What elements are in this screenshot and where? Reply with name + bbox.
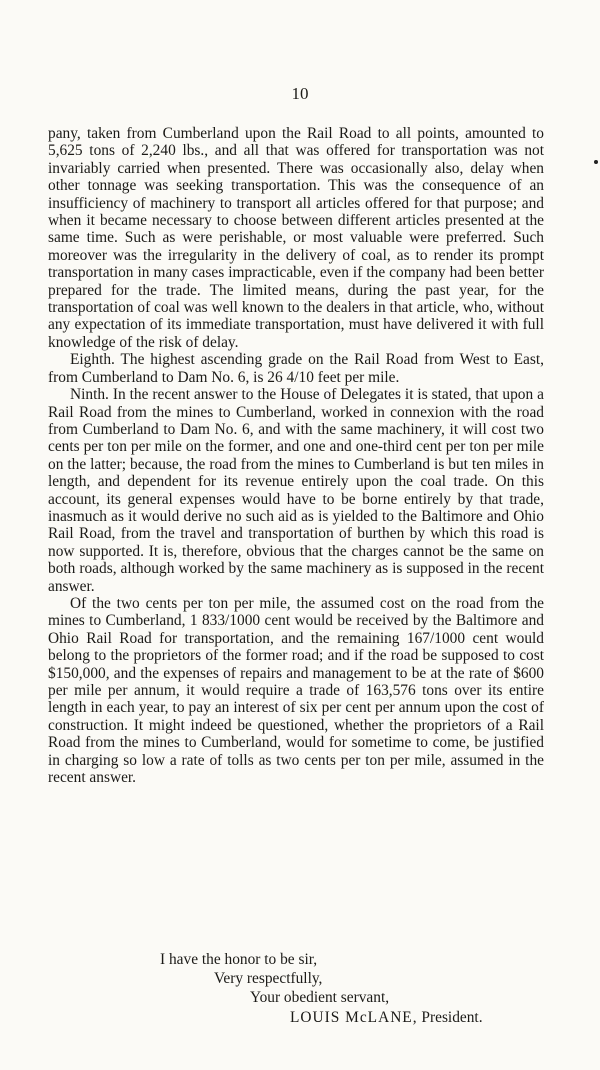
paragraph-cost-analysis: Of the two cents per ton per mile, the assumed cost on the road from the mines to Cumberland, 1 833/1000 cent would be received by the Baltimore and Ohio Rail Road for transportation, and the remaining 167/1000 cent would belong to the proprietors of the former road; and if the road be supposed to cost $150,000, and the expenses of repairs and management to be at the rate of $600 per mile per annum, it would require a trade of 163,576 tons over its entire length in each year, to pay an interest of six per cent per annum upon the cost of construction. It might indeed be questioned, whether the proprietors of a Rail Road from the mines to Cumberland, would for sometime to come, be justified in charging so low a rate of tolls as two cents per ton per mile, assumed in the recent answer.: [48, 594, 544, 787]
signature: [290, 1008, 483, 1027]
page-number: 10: [291, 84, 309, 103]
ink-mark: [594, 160, 598, 164]
paragraph-ninth: Ninth. In the recent answer to the House of Delegates it is stated, that upon a Rail Road from the mines to Cumberland, worked in connexion with the road from Cumberland to Dam No. 6, and with the same machinery, it will cost two cents per ton per mile on the former, and one and one-third cent per ton per mile on the latter; because, the road from the mines to Cumberland is but ten miles in length, and dependent for its revenue entirely upon the coal trade. On this account, its general expenses would have to be borne entirely by that trade, inasmuch as it would derive no such aid as is yielded to the Baltimore and Ohio Rail Road, from the travel and transportation of burthen by which this road is now supported. It is, therefore, obvious that the charges cannot be the same on both roads, although worked by the same machinery as is supposed in the recent answer.: [48, 386, 544, 595]
closing-line-respectfully: Very respectfully,: [214, 970, 323, 987]
document-body: [48, 125, 544, 786]
signature-title: President.: [421, 1009, 483, 1026]
closing-line-honor: I have the honor to be sir,: [160, 951, 318, 968]
paragraph-continued-coal-transport: pany, taken from Cumberland upon the Rail Road to all points, amounted to 5,625 tons of 2,240 lbs., and all that was offered for transportation was not invariably carried when presented. There was occasionally also, delay when other tonnage was seeking transportation. This was the consequence of an insufficiency of machinery to transport all articles offered for that purpose; and when it became necessary to choose between different articles presented at the same time. Such as were perishable, or most valuable were preferred. Such moreover was the irregularity in the delivery of coal, as to render its prompt transportation in many cases impracticable, even if the company had been better prepared for the trade. The limited means, during the past year, for the transportation of coal was well known to the dealers in that article, who, without any expectation of its immediate transportation, must have delivered it with full knowledge of the risk of delay.: [48, 125, 544, 351]
paragraph-eighth: Eighth. The highest ascending grade on the Rail Road from West to East, from Cumberland to Dam No. 6, is 26 4/10 feet per mile.: [48, 351, 544, 386]
closing-line-servant: Your obedient servant,: [250, 989, 390, 1006]
signature-name: LOUIS McLANE,: [290, 1009, 418, 1026]
